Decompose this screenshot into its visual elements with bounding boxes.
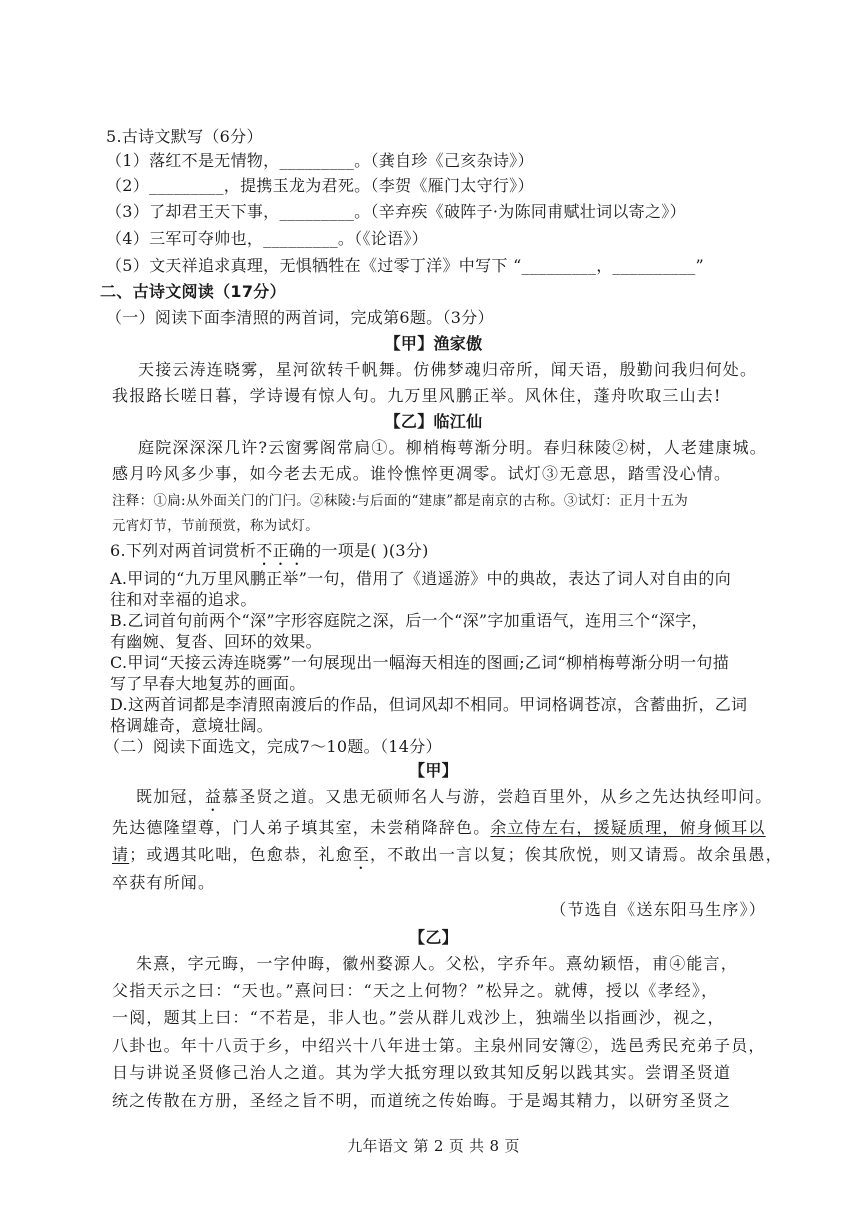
passage-yi-line-4: 八卦也。年十八贡于乡，中绍兴十八年进士第。主泉州同安簿②，选邑秀民充弟子员， <box>112 1036 766 1055</box>
q5-title: 5.古诗文默写（6分） <box>106 127 263 146</box>
q5-item-4: （4）三军可夺帅也，_________。（《论语》） <box>106 229 428 248</box>
jia-l2-underlined: 余立侍左右，援疑质理，俯身倾耳以 <box>490 818 766 837</box>
notes-line-2: 元宵灯节，节前预赏，称为试灯。 <box>112 518 319 534</box>
q6-option-d-2: 格调雄奇，意境壮阔。 <box>110 716 274 735</box>
passage-jia-line-3 <box>112 845 783 873</box>
passage-yi-line-3: 一阅，题其上曰：“不若是，非人也。”尝从群儿戏沙上，独端坐以指画沙，视之， <box>112 1008 725 1027</box>
jia-l2-a: 先达德隆望尊，门人弟子填其室，未尝稍降辞色。 <box>112 818 491 837</box>
poem-yi-line-2: 感月吟风多少事，如今老去无成。谁怜憔悴更凋零。试灯③无意思，踏雪没心情。 <box>112 464 732 483</box>
poem-yi-line-1: 庭院深深深几许?云窗雾阁常扃①。柳梢梅萼渐分明。春归秣陵②树，人老建康城。 <box>138 438 767 457</box>
jia-l1-a: 既加冠， <box>136 787 205 806</box>
q5-item-1: （1）落红不是无情物，_________。（龚自珍《己亥杂诗》） <box>106 151 534 170</box>
passage-jia-title: 【甲】 <box>409 761 458 780</box>
passage-yi-line-2: 父指天示之曰：“天也。”熹问曰：“天之上何物？”松异之。就傅，授以《孝经》， <box>112 981 719 1000</box>
passage-yi-line-1: 朱熹，字元晦，一字仲晦，徽州婺源人。父松，字乔年。熹幼颖悟，甫④能言， <box>136 954 739 973</box>
page-footer: 九年语文 第 2 页 共 8 页 <box>347 1137 520 1155</box>
part2-intro: （二）阅读下面选文，完成7～10题。（14分） <box>104 737 442 756</box>
q5-item-5: （5）文天祥追求真理，无惧牺牲在《过零丁洋》中写下 “_________，__________” <box>106 256 705 275</box>
q5-item-2: （2）_________，提携玉龙为君死。（李贺《雁门太守行》） <box>106 176 534 195</box>
jia-l3-underlined: 请 <box>112 845 130 864</box>
jia-l3-a: ；或遇其叱咄，色愈恭，礼愈 <box>129 845 353 864</box>
q6-option-c-1: C.甲词“天接云涛连晓雾”一句展现出一幅海天相连的图画;乙词“柳梢梅萼渐分明一句描 <box>110 653 729 672</box>
section2-title: 二、古诗文阅读（17分） <box>100 282 286 301</box>
q6-stem-b: 的一项是( )(3分) <box>305 541 429 560</box>
q6-option-b-1: B.乙词首句前两个“深”字形容庭院之深，后一个“深”字加重语气，连用三个“深字， <box>110 611 708 630</box>
passage-jia-line-2 <box>112 818 766 838</box>
passage-jia-line-1 <box>136 787 772 815</box>
passage-yi-title: 【乙】 <box>409 928 458 947</box>
passage-yi-line-5: 日与讲说圣贤修己治人之道。其为学大抵穷理以致其知反躬以践其实。尝谓圣贤道 <box>112 1063 732 1082</box>
q6-stem-emphasis: 不正确 <box>256 541 306 560</box>
q6-option-c-2: 写了早春大地复苏的画面。 <box>110 674 306 693</box>
part1-intro: （一）阅读下面李清照的两首词，完成第6题。（3分） <box>106 308 494 327</box>
poem-yi-title: 【乙】临江仙 <box>384 412 483 431</box>
q5-item-3: （3）了却君王天下事，_________。（辛弃疾《破阵子·为陈同甫赋壮词以寄之》） <box>106 202 686 221</box>
jia-l3-b: ，不敢出一言以复；俟其欣悦，则又请焉。故余虽愚， <box>370 845 783 864</box>
notes-line-1: 注释：①扃:从外面关门的门闩。②秣陵:与后面的“建康”都是南京的古称。③试灯：正月十五为 <box>112 493 689 509</box>
q6-option-d-1: D.这两首词都是李清照南渡后的作品，但词风却不相同。甲词格调苍凉，含蓄曲折，乙词 <box>110 695 748 714</box>
poem-jia-title: 【甲】渔家傲 <box>384 334 483 353</box>
poem-jia-line-2: 我报路长嗟日暮，学诗谩有惊人句。九万里风鹏正举。风休住，蓬舟吹取三山去! <box>112 386 722 405</box>
jia-l3-dot: 至 <box>352 845 371 864</box>
q6-stem-a: 6.下列对两首词赏析 <box>110 541 257 560</box>
q6-option-a-2: 往和对幸福的追求。 <box>110 590 257 609</box>
poem-jia-line-1: 天接云涛连晓雾，星河欲转千帆舞。仿佛梦魂归帝所，闻天语，殷勤问我归何处。 <box>138 360 758 379</box>
jia-l1-b: 慕圣贤之道。又患无硕师名人与游，尝趋百里外，从乡之先达执经叩问。 <box>222 787 773 806</box>
jia-l1-dot: 益 <box>204 787 223 806</box>
passage-yi-line-6: 统之传散在方册，圣经之旨不明，而道统之传始晦。于是竭其精力，以研穷圣贤之 <box>112 1091 732 1110</box>
passage-jia-line-4: 卒获有所闻。 <box>112 873 216 892</box>
passage-jia-source: （节选自《送东阳马生序》） <box>550 900 766 919</box>
q6-option-b-2: 有幽婉、复沓、回环的效果。 <box>110 632 322 651</box>
q6-stem <box>110 541 429 569</box>
q6-option-a-1: A.甲词的“九万里风鹏正举”一句，借用了《逍遥游》中的典故，表达了词人对自由的向 <box>110 569 732 588</box>
